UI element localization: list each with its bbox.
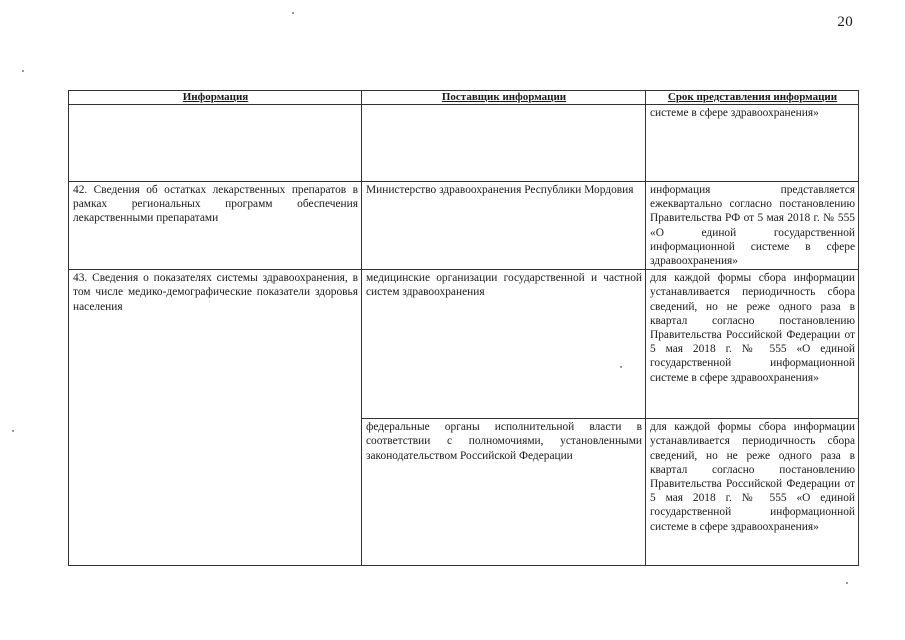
table-row (69, 270, 859, 419)
header-deadline: Срок представления информации (646, 91, 859, 105)
cell-deadline: для каждой формы сбора информации устанавливается периодичность сбора сведений, но не реже одного раза в квартал согласно постановлению Правительства Российской Федерации от 5 мая 2018 г. № 555 «О единой государственной информационной системе в сфере здравоохранения» (646, 419, 859, 566)
header-information: Информация (69, 91, 362, 105)
cell-supplier: Министерство здравоохранения Республики Мордовия (362, 182, 646, 270)
cell-information (69, 105, 362, 182)
cell-supplier: федеральные органы исполнительной власти в соответствии с полномочиями, установленными законодательством Российской Федерации (362, 419, 646, 566)
document-table-container (68, 90, 858, 566)
cell-supplier: медицинские организации государственной и частной систем здравоохранения (362, 270, 646, 419)
cell-deadline: информация представляется ежеквартально согласно постановлению Правительства РФ от 5 мая 2018 г. № 555 «О единой государственной информационной системе в сфере здравоохранения» (646, 182, 859, 270)
cell-information: 43. Сведения о показателях системы здравоохранения, в том числе медико-демографические показатели здоровья населения (69, 270, 362, 566)
scan-speck (292, 12, 294, 14)
table-header-row (69, 91, 859, 105)
table-row (69, 182, 859, 270)
scan-speck (12, 430, 14, 432)
cell-deadline: системе в сфере здравоохранения» (646, 105, 859, 182)
header-supplier: Поставщик информации (362, 91, 646, 105)
information-table (68, 90, 859, 566)
cell-information: 42. Сведения об остатках лекарственных препаратов в рамках региональных программ обеспечения лекарственными препаратами (69, 182, 362, 270)
cell-deadline: для каждой формы сбора информации устанавливается периодичность сбора сведений, но не реже одного раза в квартал согласно постановлению Правительства Российской Федерации от 5 мая 2018 г. № 555 «О единой государственной информационной системе в сфере здравоохранения» (646, 270, 859, 419)
scan-speck (846, 582, 848, 584)
cell-supplier (362, 105, 646, 182)
scan-speck (22, 70, 24, 72)
table-row (69, 105, 859, 182)
page-number: 20 (837, 14, 853, 30)
